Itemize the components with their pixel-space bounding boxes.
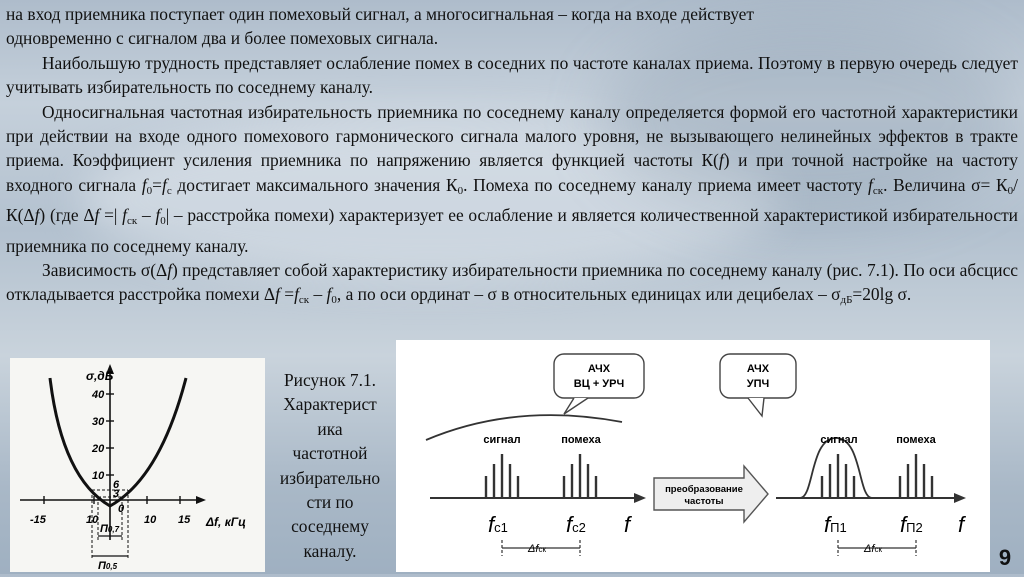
detuning-label: Δfск <box>528 543 546 555</box>
callout-box-1 <box>554 354 644 398</box>
x-tick-label: -15 <box>30 514 46 526</box>
callout-label: УПЧ <box>746 378 770 390</box>
y-tick-label: 6 <box>113 479 120 491</box>
bandwidth-05-label: П0,5 <box>98 560 118 572</box>
callout-pointer <box>748 398 764 416</box>
selectivity-graph-svg <box>10 358 265 572</box>
conversion-label: преобразование <box>665 484 743 495</box>
fc2-label: fc2 <box>566 512 586 537</box>
fp1-label: fП1 <box>824 512 847 537</box>
f-axis-label: f <box>958 512 965 537</box>
detuning-label: Δfск <box>864 543 882 555</box>
x-tick-label: 10 <box>144 514 157 526</box>
axis-arrow <box>954 493 966 503</box>
conversion-label: частоты <box>684 496 724 507</box>
interference-label: помеха <box>896 434 936 446</box>
callout-pointer <box>564 398 588 414</box>
fc1-label: fc1 <box>488 512 508 537</box>
paragraph-1: на вход приемника поступает один помеховый сигнал, а многосигнальная – когда на входе действует одновременно с сигналом два и более помеховых сигнала. <box>6 4 754 49</box>
y-tick-label: 20 <box>92 443 105 455</box>
origin-label: 0 <box>118 503 125 515</box>
y-tick-label: 3 <box>113 488 120 500</box>
bandwidth-07-label: П0,7 <box>100 523 120 535</box>
signal-label: сигнал <box>820 434 858 446</box>
interference-label: помеха <box>561 434 601 446</box>
y-tick-label: 10 <box>92 470 105 482</box>
frequency-conversion-diagram <box>396 340 990 572</box>
paragraph-3: Односигнальная частотная избирательность приемника по соседнему каналу определяется формой его частотной характеристики при действии на входе одного помехового гармонического сигнала малого уровня, не вызывающего нелинейных эффектов в тракте приема. Коэффициент усиления приемника по напряжению является функцией частоты К(f) и при точной настройке на частоту входного сигнала $f_0=f_с$ достигает максимального значения $К_0$. Помеха по соседнему каналу приема имеет частоту $f_{ск}$. Величина $\sigma= К_0/$ К(Δf) (где Δf =| $f_{ск} - f_0|$ – расстройка помехи) характеризует ее ослабление и является количественной характеристикой избирательности приемника по соседнему каналу. <box>6 101 1018 256</box>
callout-label: АЧХ <box>746 363 770 375</box>
paragraph-4: Зависимость σ(Δf) представляет собой характеристику избирательности приемника по соседнему каналу (рис. 7.1). По оси абсцисс откладывается расстройка помехи $\Delta f =f_{ск} - f_0$, а по оси ординат – σ в относительных единицах или децибелах – $\sigma_{дБ}=20\lg$ σ. <box>6 260 1019 307</box>
page-number: 9 <box>998 545 1012 570</box>
callout-box-2 <box>720 354 796 398</box>
body-text <box>6 2 1018 313</box>
figure-caption: Рисунок 7.1. Характерист ика частотной избирательно сти по соседнему каналу. <box>279 370 381 561</box>
callout-label: АЧХ <box>587 363 611 375</box>
f-axis-label: f <box>624 512 631 537</box>
paragraph-2: Наибольшую трудность представляет ослабление помех в соседних по частоте каналах приема. Поэтому в первую очередь следует учитывать избирательность по соседнему каналу. <box>6 52 1018 98</box>
selectivity-graph <box>10 358 265 572</box>
x-axis-label: Δf, кГц <box>206 515 246 529</box>
frequency-conversion-svg <box>396 340 990 572</box>
x-tick-label: 15 <box>178 514 191 526</box>
signal-label: сигнал <box>483 434 521 446</box>
y-tick-label: 30 <box>92 416 105 428</box>
if-response-curve <box>800 438 872 498</box>
callout-label: ВЦ + УРЧ <box>573 378 625 390</box>
x-tick-label: 10 <box>86 514 99 526</box>
x-axis-arrow <box>196 496 206 504</box>
y-axis-label: σ,дБ <box>86 369 114 383</box>
y-tick-label: 40 <box>92 389 105 401</box>
axis-arrow <box>634 493 646 503</box>
fp2-label: fП2 <box>900 512 923 537</box>
